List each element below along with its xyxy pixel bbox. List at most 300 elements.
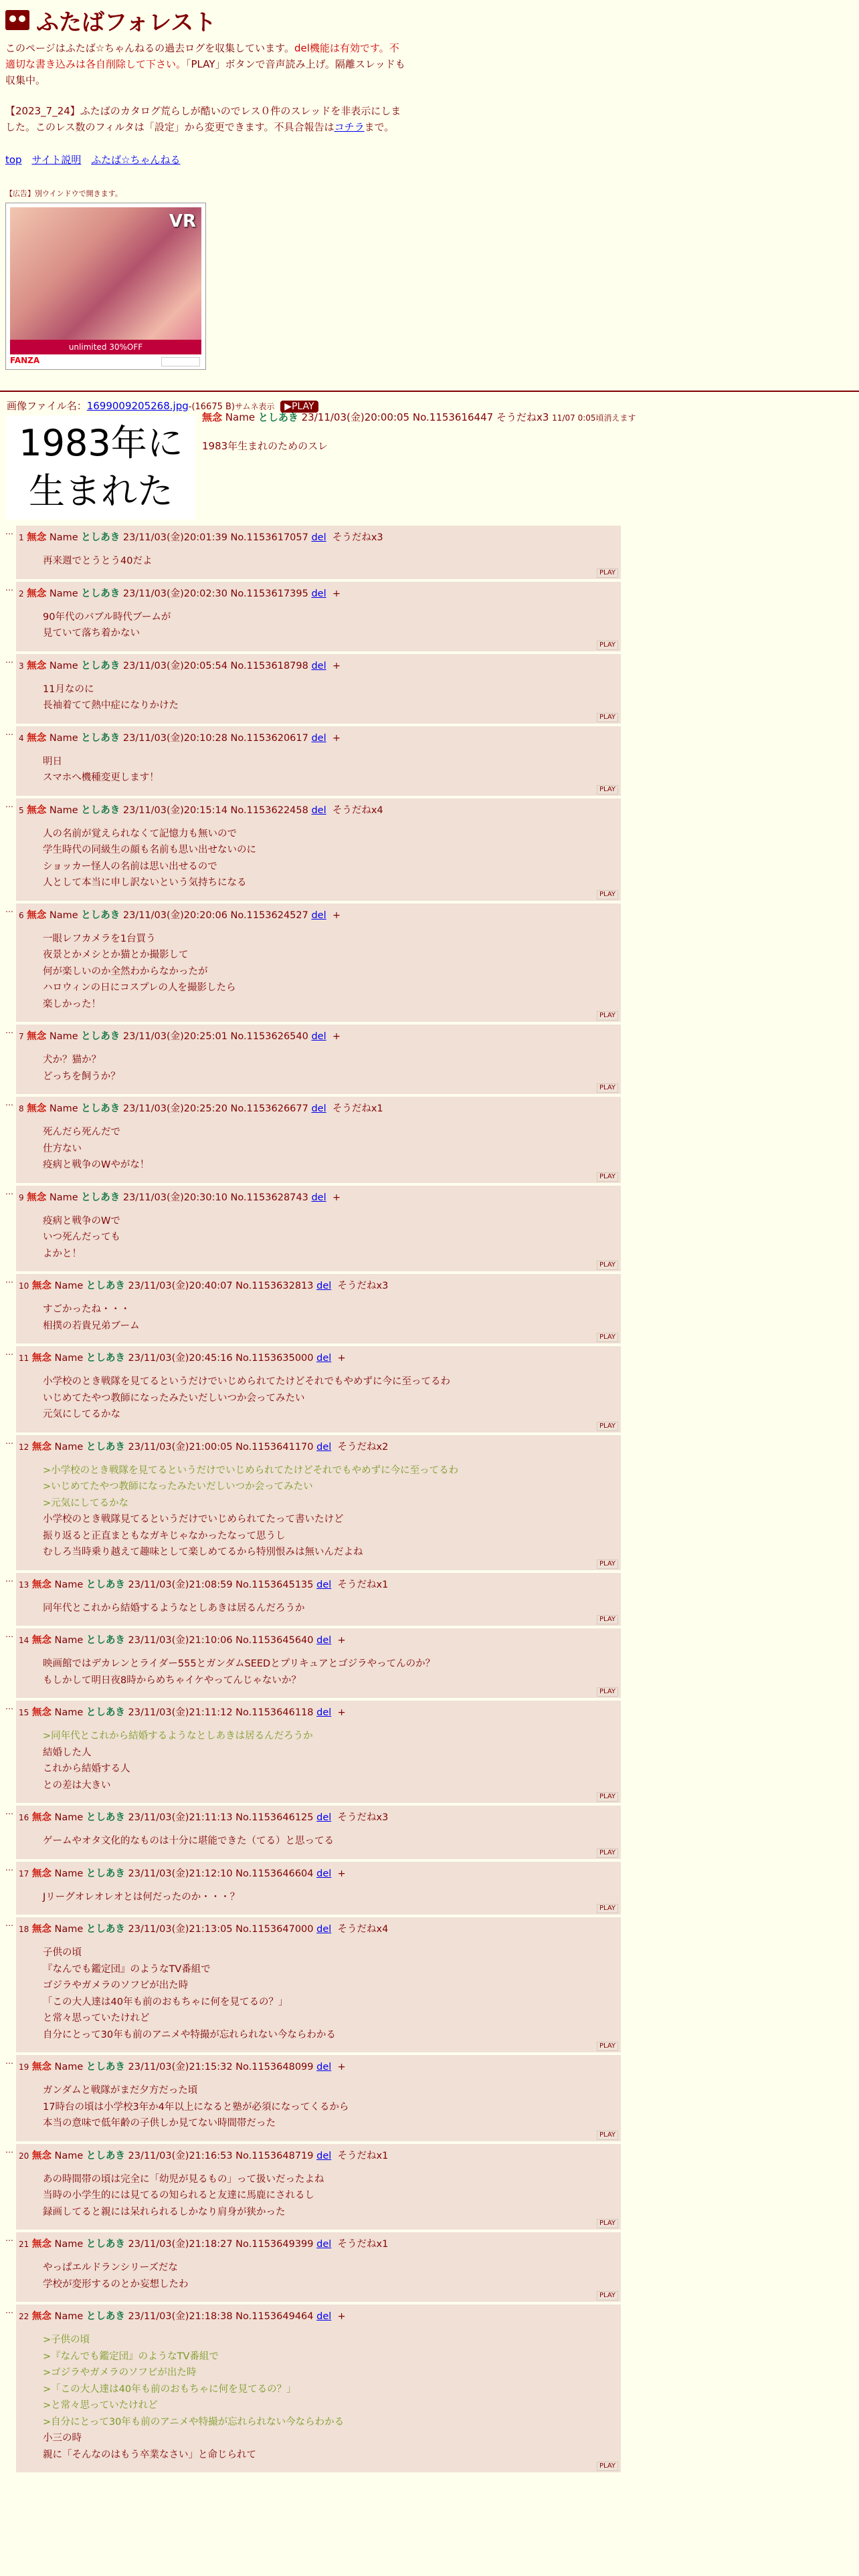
reply-line: 11月なのに [43, 683, 94, 695]
intro-text: このページはふたば☆ちゃんねるの過去ログを収集しています。 [5, 42, 294, 54]
reply-date: 23/11/03(金)20:05:54 No.1153618798 [122, 660, 308, 671]
reply-author: としあき [86, 1353, 125, 1364]
reply-body [43, 826, 617, 891]
reply-subject: 無念 [31, 1812, 52, 1823]
reply-date: 23/11/03(金)21:15:32 No.1153648099 [128, 2062, 314, 2072]
ad-banner[interactable] [5, 203, 206, 370]
reply-name-label: Name [54, 2311, 84, 2322]
del-link[interactable]: del [311, 909, 326, 921]
reply-date: 23/11/03(金)21:12:10 No.1153646604 [128, 1868, 314, 1879]
reply-menu-icon[interactable]: … [5, 2234, 13, 2243]
reply-row [5, 2232, 621, 2302]
reply-row [5, 1274, 621, 1344]
reply-number: 1 [19, 533, 24, 542]
reply-body [43, 2171, 617, 2221]
reply-date: 23/11/03(金)20:40:07 No.1153632813 [128, 1281, 314, 1291]
site-notice [5, 103, 407, 135]
reply-number: 10 [19, 1281, 29, 1291]
intro-del-note: del機能は有効です。不適切な書き込みは各自削除して下さい。 [5, 42, 399, 70]
sodane-button[interactable]: そうだねx1 [337, 1579, 389, 1590]
reply-line: 振り返ると正直まともなガキじゃなかったなって思うし [43, 1530, 286, 1541]
reply-menu-icon[interactable]: … [5, 1807, 13, 1816]
reply-body [43, 609, 617, 642]
reply-name-label: Name [54, 2239, 84, 2250]
reply-play-button[interactable]: PLAY [597, 1011, 618, 1021]
reply-line: 見ていて落ち着かない [43, 628, 140, 639]
reply-body [43, 553, 617, 570]
reply-line: との差は大きい [43, 1780, 111, 1791]
reply-body [43, 1463, 617, 1561]
reply-play-button[interactable]: PLAY [597, 1333, 618, 1342]
reply-name-label: Name [54, 1924, 84, 1935]
sodane-button[interactable]: そうだねx4 [337, 1924, 389, 1935]
reply-menu-icon[interactable]: … [5, 1630, 13, 1639]
reply-author: としあき [81, 588, 120, 599]
quote-line: >ゴジラやガメラのソフビが出た時 [43, 2367, 197, 2378]
reply-name-label: Name [54, 1281, 84, 1291]
reply-menu-icon[interactable]: … [5, 1436, 13, 1446]
sodane-button[interactable]: + [337, 1868, 346, 1879]
reply-subject: 無念 [31, 1707, 52, 1718]
reply-author: としあき [86, 2150, 125, 2161]
reply-menu-icon[interactable]: … [5, 1574, 13, 1584]
reply-play-button[interactable]: PLAY [597, 1848, 618, 1858]
del-link[interactable]: del [316, 1635, 332, 1646]
sodane-button[interactable]: + [332, 588, 341, 599]
reply-author: としあき [81, 1031, 120, 1042]
quote-line: >同年代とこれから結婚するようなとしあきは居るんだろうか [43, 1731, 313, 1741]
reply-play-button[interactable]: PLAY [597, 1172, 618, 1182]
reply-number: 13 [19, 1580, 29, 1590]
reply-play-button[interactable]: PLAY [597, 1615, 618, 1624]
reply-play-button[interactable]: PLAY [597, 785, 618, 794]
reply-play-button[interactable]: PLAY [597, 2042, 618, 2051]
reply-number: 2 [19, 588, 24, 599]
reply-number: 17 [19, 1868, 29, 1879]
reply-author: としあき [86, 1441, 125, 1453]
reply-line: むしろ当時乗り越えて趣味として楽しめてるから特別恨みは無いんだよね [43, 1547, 363, 1558]
op-text: 1983年生まれのためのスレ [202, 440, 328, 452]
reply-name-label: Name [49, 1031, 78, 1042]
reply-menu-icon[interactable]: … [5, 2306, 13, 2315]
thumb-note: サムネ表示 [235, 402, 275, 411]
reply-line: 長袖着てて熱中症になりかけた [43, 700, 179, 711]
del-link[interactable]: del [316, 2239, 332, 2250]
reply-date: 23/11/03(金)20:20:06 No.1153624527 [122, 909, 308, 921]
reply-author: としあき [81, 532, 120, 543]
reply-play-button[interactable]: PLAY [597, 1083, 618, 1093]
reply [16, 526, 621, 579]
reply-body [43, 754, 617, 786]
sodane-button[interactable]: + [337, 1635, 346, 1646]
ad-image[interactable] [10, 207, 201, 354]
reply-author: としあき [86, 1868, 125, 1879]
reply-line: 学校が変形するのとか妄想したわ [43, 2278, 189, 2290]
reply-play-button[interactable]: PLAY [597, 2462, 618, 2471]
ad-pager[interactable] [161, 357, 200, 366]
reply-row [5, 1346, 621, 1432]
reply-subject: 無念 [27, 732, 47, 744]
reply-subject: 無念 [27, 532, 47, 543]
reply-menu-icon[interactable]: … [5, 1275, 13, 1285]
reply-name-label: Name [54, 1812, 84, 1823]
reply-line: 子供の頃 [43, 1947, 82, 1958]
reply-line: 自分にとって30年も前のアニメや特撮が忘れられない今ならわかる [43, 2029, 336, 2040]
reply-header [19, 1101, 617, 1115]
reply-line: Jリーグオレオレオとは何だったのか・・・？ [43, 1891, 240, 1903]
sodane-button[interactable]: そうだねx1 [337, 2239, 389, 2250]
reply-name-label: Name [49, 660, 78, 671]
reply-menu-icon[interactable]: … [5, 727, 13, 737]
reply-subject: 無念 [27, 588, 47, 599]
quote-line: >いじめてたやつ教師になったみたいだしいつか会ってみたい [43, 1481, 313, 1492]
file-link[interactable]: 1699009205268.jpg [86, 400, 189, 412]
reply-row [5, 1806, 621, 1859]
reply [16, 1573, 621, 1626]
op-expire: 11/07 0:05頃消えます [552, 413, 636, 423]
reply [16, 1097, 621, 1183]
sodane-button[interactable]: そうだねx3 [337, 1281, 389, 1291]
sodane-button[interactable]: + [337, 2311, 346, 2322]
reply-header [19, 1350, 617, 1364]
sodane-button[interactable]: そうだねx3 [332, 532, 383, 543]
reply-subject: 無念 [31, 1579, 52, 1590]
reply-number: 4 [19, 733, 24, 743]
reply-date: 23/11/03(金)20:30:10 No.1153628743 [122, 1192, 308, 1203]
del-link[interactable]: del [311, 588, 326, 599]
reply-subject: 無念 [27, 1103, 47, 1114]
reply-line: 人の名前が覚えられなくて記憶力も無いので [43, 828, 237, 839]
reply [16, 1701, 621, 1803]
reply-author: としあき [86, 2311, 125, 2322]
reply-list [5, 526, 621, 2475]
reply-play-button[interactable]: PLAY [597, 1687, 618, 1697]
ad-footer [10, 356, 201, 368]
reply-line: 一眼レフカメラを1台買う [43, 933, 156, 944]
reply-line: と常々思っていたけれど [43, 2013, 150, 2024]
reply-header [19, 2236, 617, 2250]
thread-op [7, 399, 809, 520]
intro-text-2: 「PLAY」ボタンで音声読み上げ。隔離スレッドも収集中。 [5, 58, 405, 86]
reply-menu-icon[interactable]: … [5, 1186, 13, 1196]
site-title[interactable]: ふたばフォレスト [36, 9, 217, 36]
reply-play-button[interactable]: PLAY [597, 1904, 618, 1913]
del-link[interactable]: del [311, 1103, 326, 1114]
quote-line: >元気にしてるかな [43, 1497, 129, 1509]
reply-row [5, 1701, 621, 1803]
reply-play-button[interactable]: PLAY [597, 2131, 618, 2140]
reply-play-button[interactable]: PLAY [597, 1792, 618, 1802]
reply-name-label: Name [54, 1441, 84, 1453]
reply-number: 7 [19, 1032, 24, 1041]
del-link[interactable]: del [311, 532, 326, 543]
reply-name-label: Name [49, 732, 78, 744]
reply [16, 2055, 621, 2141]
reply-body [43, 1600, 617, 1617]
reply-header [19, 1577, 617, 1591]
reply [16, 2232, 621, 2302]
reply-row [5, 2304, 621, 2472]
reply-menu-icon[interactable]: … [5, 1919, 13, 1928]
reply-header [19, 1278, 617, 1292]
quote-line: >「この大人達は40年も前のおもちゃに何を見てるの？」 [43, 2383, 296, 2395]
reply-line: あの時間帯の頃は完全に「幼児が見るもの」って扱いだったよね [43, 2173, 324, 2185]
reply-play-button[interactable]: PLAY [597, 1560, 618, 1569]
reply-line: ガンダムと戦隊がまだ夕方だった頃 [43, 2085, 198, 2096]
reply [16, 726, 621, 796]
reply-name-label: Name [54, 1635, 84, 1646]
reply-number: 12 [19, 1442, 29, 1452]
reply-row [5, 903, 621, 1023]
reply-menu-icon[interactable]: … [5, 904, 13, 914]
reply-header [19, 1029, 617, 1043]
reply-menu-icon[interactable]: … [5, 2056, 13, 2066]
op-thumbnail[interactable] [7, 415, 195, 520]
reply-date: 23/11/03(金)20:25:01 No.1153626540 [122, 1031, 308, 1042]
reply-line: 90年代のバブル時代ブームが [43, 611, 171, 623]
reply-body [43, 1213, 617, 1263]
op-sodane[interactable]: そうだねx3 [496, 411, 549, 423]
del-link[interactable]: del [316, 2150, 332, 2161]
sodane-button[interactable]: + [332, 660, 341, 671]
reply-author: としあき [86, 1924, 125, 1935]
reply-row [5, 1186, 621, 1272]
file-label: 画像ファイル名： [7, 400, 87, 412]
del-link[interactable]: del [311, 732, 326, 744]
reply-row [5, 2144, 621, 2230]
reply-row [5, 1097, 621, 1183]
notice-text: 【2023_7_24】ふたばのカタログ荒らしが酷いのでレス０件のスレッドを非表示にしました。このレス数のフィルタは「設定」から変更できます。不具合報告は [5, 105, 401, 133]
reply-header [19, 907, 617, 922]
reply-line: 結婚した人 [43, 1747, 92, 1758]
nav-about-link[interactable]: サイト説明 [31, 154, 82, 166]
reply-menu-icon[interactable]: … [5, 582, 13, 593]
reply-line: 小三の時 [43, 2433, 82, 2444]
reply-row [5, 2055, 621, 2141]
reply-author: としあき [86, 2062, 125, 2072]
reply-menu-icon[interactable]: … [5, 1702, 13, 1711]
ad-headline: VR [169, 211, 196, 231]
reply-date: 23/11/03(金)21:00:05 No.1153641170 [128, 1441, 314, 1453]
reply-menu-icon[interactable]: … [5, 2145, 13, 2155]
futaba-logo-icon[interactable] [5, 10, 29, 30]
reply-header [19, 2059, 617, 2073]
sodane-button[interactable]: + [337, 2062, 346, 2072]
reply [16, 1435, 621, 1570]
reply-body [43, 1374, 617, 1423]
reply-date: 23/11/03(金)21:18:27 No.1153649399 [128, 2239, 314, 2250]
reply-line: 小学校のとき戦隊を見てるというだけでいじめられてたけどそれでもやめずに今に至ってるわ [43, 1376, 450, 1387]
nav-top-link[interactable]: top [5, 154, 22, 166]
reply-menu-icon[interactable]: … [5, 1348, 13, 1357]
op-header [202, 410, 636, 424]
reply [16, 654, 621, 724]
reply-number: 15 [19, 1708, 29, 1717]
reply-author: としあき [86, 1707, 125, 1718]
reply-author: としあき [81, 1103, 120, 1114]
nav-futaba-link[interactable]: ふたば☆ちゃんねる [91, 154, 181, 166]
reply-line: 夜景とかメシとか猫とか撮影して [43, 950, 189, 960]
sodane-button[interactable]: + [332, 732, 341, 744]
ad-caption: 【広告】別ウインドウで開きます。 [5, 189, 122, 198]
sodane-button[interactable]: そうだねx4 [332, 804, 383, 816]
reply-subject: 無念 [31, 2062, 52, 2072]
reply-header [19, 658, 617, 672]
reply-row [5, 1435, 621, 1570]
reply-number: 8 [19, 1104, 24, 1113]
reply-play-button[interactable]: PLAY [597, 713, 618, 722]
reply-row [5, 1573, 621, 1626]
reply-header [19, 1810, 617, 1824]
sodane-button[interactable]: + [332, 1031, 341, 1042]
sodane-button[interactable]: そうだねx1 [337, 2150, 389, 2161]
reply-line: 学生時代の同級生の顔も名前も思い出せないのに [43, 845, 256, 855]
reply-line: 人として本当に申し訳ないという気持ちになる [43, 877, 247, 888]
reply-body [43, 1889, 617, 1906]
reply-play-button[interactable]: PLAY [597, 890, 618, 899]
reply-author: としあき [86, 2239, 125, 2250]
sodane-button[interactable]: そうだねx1 [332, 1103, 383, 1114]
del-link[interactable]: del [316, 1353, 332, 1364]
reply-name-label: Name [49, 532, 78, 543]
reply-date: 23/11/03(金)21:10:06 No.1153645640 [128, 1635, 314, 1646]
reply-play-button[interactable]: PLAY [597, 2291, 618, 2300]
del-link[interactable]: del [316, 1812, 332, 1823]
reply-header [19, 1190, 617, 1204]
reply-menu-icon[interactable]: … [5, 655, 13, 665]
reply-name-label: Name [54, 1707, 84, 1718]
del-link[interactable]: del [316, 2062, 332, 2072]
reply-subject: 無念 [31, 2311, 52, 2322]
reply-line: すごかったね・・・ [43, 1304, 130, 1315]
reply [16, 1274, 621, 1344]
reply-play-button[interactable]: PLAY [597, 641, 618, 650]
reply-line: ゴジラやガメラのソフビが出た時 [43, 1980, 189, 1991]
del-link[interactable]: del [316, 1579, 332, 1590]
del-link[interactable]: del [316, 1707, 332, 1718]
op-play-button[interactable]: ▶PLAY [280, 401, 318, 413]
quote-line: >小学校のとき戦隊を見てるというだけでいじめられてたけどそれでもやめずに今に至ってるわ [43, 1465, 459, 1476]
sodane-button[interactable]: そうだねx3 [337, 1812, 389, 1823]
reply-body [43, 681, 617, 714]
reply-name-label: Name [49, 804, 78, 816]
thumb-text-1: 1983年に [19, 422, 183, 464]
del-link[interactable]: del [316, 1868, 332, 1879]
reply-body [43, 1656, 617, 1689]
sodane-button[interactable]: + [332, 909, 341, 921]
reply-subject: 無念 [31, 1441, 52, 1453]
op-meta [202, 410, 636, 520]
reply-play-button[interactable]: PLAY [597, 1261, 618, 1270]
reply-header [19, 1866, 617, 1880]
del-link[interactable]: del [311, 804, 326, 816]
reply-menu-icon[interactable]: … [5, 799, 13, 809]
reply-line: 『なんでも鑑定団』のようなTV番組で [43, 1963, 211, 1975]
del-link[interactable]: del [311, 1031, 326, 1042]
reply-line: よかと！ [43, 1248, 82, 1259]
reply-line: 再来週でとうとう40だよ [43, 556, 153, 566]
reply-row [5, 582, 621, 651]
reply-number: 11 [19, 1354, 29, 1363]
reply-line: 疫病と戦争のWで [43, 1215, 120, 1226]
reply-author: としあき [86, 1812, 125, 1823]
op-author: としあき [258, 411, 298, 423]
reply-author: としあき [81, 1192, 120, 1203]
reply-line: 映画館ではデカレンとライダー555とガンダムSEEDとプリキュアとゴジラやってんのか？ [43, 1658, 436, 1669]
reply-row [5, 1628, 621, 1698]
reply-date: 23/11/03(金)20:15:14 No.1153622458 [122, 804, 308, 816]
ad-sale-banner: unlimited 30%OFF [10, 340, 201, 354]
reply-number: 19 [19, 2062, 29, 2072]
reply-number: 22 [19, 2312, 29, 2321]
reply-author: としあき [86, 1281, 125, 1291]
del-link[interactable]: del [316, 1441, 332, 1453]
reply-menu-icon[interactable]: … [5, 527, 13, 536]
reply-header [19, 802, 617, 817]
reply-name-label: Name [49, 588, 78, 599]
reply-line: 明日 [43, 756, 62, 767]
reply-header [19, 1439, 617, 1453]
reply-subject: 無念 [31, 1281, 52, 1291]
reply-line: もしかして明日夜8時からめちゃイケやってんじゃないか？ [43, 1675, 301, 1686]
reply-line: ハロウィンの日にコスプレの人を撮影したら [43, 982, 236, 993]
reply-subject: 無念 [31, 1353, 52, 1364]
reply-line: 元気にしてるかな [43, 1409, 120, 1420]
reply-menu-icon[interactable]: … [5, 1862, 13, 1872]
reply-menu-icon[interactable]: … [5, 1026, 13, 1035]
sodane-button[interactable]: + [332, 1192, 341, 1203]
reply-body [43, 2332, 617, 2463]
reply-menu-icon[interactable]: … [5, 1098, 13, 1107]
sodane-button[interactable]: + [337, 1353, 346, 1364]
reply-line: 本当の意味で低年齢の子供しか見てない時間帯だった [43, 2118, 276, 2129]
del-link[interactable]: del [316, 1281, 332, 1291]
reply-date: 23/11/03(金)21:08:59 No.1153645135 [128, 1579, 314, 1590]
reply-row [5, 798, 621, 901]
reply-line: スマホへ機種変更します！ [43, 772, 159, 783]
sodane-button[interactable]: + [337, 1707, 346, 1718]
reply-line: 「この大人達は40年も前のおもちゃに何を見てるの？」 [43, 1996, 288, 2008]
quote-line: >自分にとって30年も前のアニメや特撮が忘れられない今ならわかる [43, 2416, 345, 2428]
del-link[interactable]: del [311, 660, 326, 671]
del-link[interactable]: del [311, 1192, 326, 1203]
reply-subject: 無念 [31, 2239, 52, 2250]
del-link[interactable]: del [316, 2311, 332, 2322]
notice-link[interactable]: コチラ [334, 121, 365, 133]
sodane-button[interactable]: そうだねx2 [337, 1441, 389, 1453]
reply-play-button[interactable]: PLAY [597, 1422, 618, 1431]
reply-header [19, 1921, 617, 1935]
reply-header [19, 730, 617, 744]
divider [0, 391, 859, 392]
reply-date: 23/11/03(金)21:11:13 No.1153646125 [128, 1812, 314, 1823]
reply [16, 1025, 621, 1094]
reply-play-button[interactable]: PLAY [597, 568, 618, 578]
reply-number: 21 [19, 2240, 29, 2249]
reply-name-label: Name [54, 2062, 84, 2072]
op-name-label: Name [225, 411, 256, 423]
reply [16, 1806, 621, 1859]
reply-subject: 無念 [27, 1031, 47, 1042]
reply-author: としあき [86, 1579, 125, 1590]
del-link[interactable]: del [316, 1924, 332, 1935]
reply-play-button[interactable]: PLAY [597, 2219, 618, 2228]
reply-number: 20 [19, 2151, 29, 2161]
reply [16, 2144, 621, 2230]
reply-body [43, 1124, 617, 1174]
reply-number: 3 [19, 661, 24, 671]
reply-subject: 無念 [31, 1635, 52, 1646]
